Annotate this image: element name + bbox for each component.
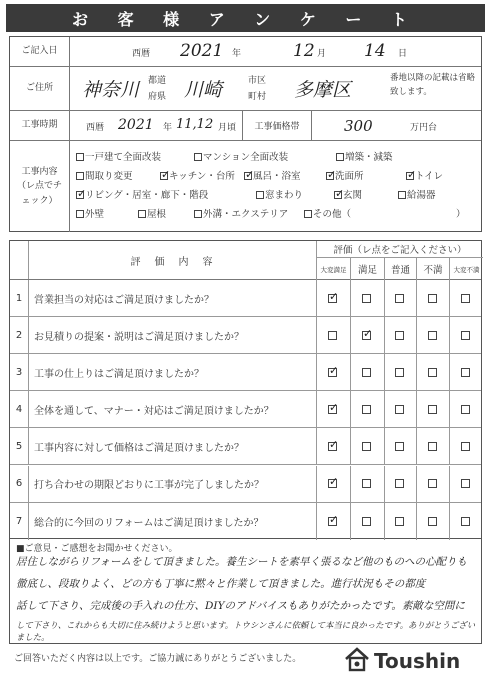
rating-cell[interactable] <box>449 317 483 353</box>
checkbox-icon[interactable] <box>428 442 437 451</box>
checkbox-icon[interactable] <box>428 517 437 526</box>
rating-cell[interactable] <box>316 391 350 427</box>
rating-cell[interactable] <box>350 428 384 464</box>
rating-column-header: 大変不満 <box>449 258 483 280</box>
year-unit: 年 <box>232 49 242 59</box>
rating-cell[interactable] <box>350 280 384 316</box>
house-logo-icon <box>344 646 370 675</box>
checkbox-icon[interactable] <box>395 331 404 340</box>
divider <box>28 503 29 540</box>
work-option-label: 給湯器 <box>407 190 436 201</box>
evaluation-table <box>9 240 482 539</box>
survey-title: お 客 様 ア ン ケ ー ト <box>6 4 485 32</box>
checkbox-icon[interactable] <box>328 294 337 303</box>
rating-cell[interactable] <box>350 503 384 540</box>
rating-cell[interactable] <box>449 280 483 316</box>
rating-cell[interactable] <box>416 466 449 502</box>
checkbox-icon[interactable] <box>362 368 371 377</box>
pref-unit-1: 都道 <box>148 76 167 86</box>
checkbox-icon[interactable] <box>395 517 404 526</box>
address-note: 番地以降の記載は省略致します。 <box>390 73 476 97</box>
rating-cell[interactable] <box>449 503 483 540</box>
entry-date-label: ご記入日 <box>10 37 70 66</box>
rating-column-header: 不満 <box>416 258 449 280</box>
rating-cell[interactable] <box>449 466 483 502</box>
checkbox-icon[interactable] <box>194 153 202 161</box>
question-number: 2 <box>15 329 23 341</box>
work-option[interactable] <box>160 168 235 182</box>
other-close-paren: ） <box>456 209 466 220</box>
price-label: 工事価格帯 <box>242 111 312 140</box>
rating-cell[interactable] <box>316 503 350 540</box>
evaluation-row <box>10 466 481 503</box>
work-option-label: 窓まわり <box>265 190 304 201</box>
question-number: 3 <box>15 366 23 378</box>
checkbox-icon[interactable] <box>160 172 168 180</box>
divider <box>28 354 29 390</box>
comment-line-2[interactable]: 徹底し、段取りよく、どの方も丁寧に黙々と作業して頂きました。進行状況もその都度 <box>16 578 426 590</box>
work-option[interactable] <box>138 206 166 220</box>
work-option[interactable] <box>334 187 362 201</box>
checkbox-icon[interactable] <box>395 479 404 488</box>
comments-label: ■ご意見・ご感想をお聞かせください。 <box>16 544 178 554</box>
rating-cell[interactable] <box>350 354 384 390</box>
question-text: 総合的に今回のリフォームはご満足頂けましたか？ <box>34 517 264 529</box>
checkbox-icon[interactable] <box>244 172 252 180</box>
checkbox-icon[interactable] <box>328 517 337 526</box>
checkbox-icon[interactable] <box>362 405 371 414</box>
work-option-label: 増築・減築 <box>345 152 393 163</box>
question-number: 6 <box>15 478 23 489</box>
checkbox-icon[interactable] <box>76 153 84 161</box>
work-option-label: トイレ <box>415 171 444 182</box>
checkbox-icon[interactable] <box>395 368 404 377</box>
rating-cell[interactable] <box>384 391 416 427</box>
evaluation-header <box>10 241 481 280</box>
checkbox-icon[interactable] <box>334 191 342 199</box>
work-month-unit: 月頃 <box>218 123 237 133</box>
rating-column-header: 普通 <box>384 258 416 280</box>
work-option[interactable] <box>244 168 301 182</box>
checkbox-icon[interactable] <box>461 294 470 303</box>
divider <box>28 317 29 353</box>
checkbox-icon[interactable] <box>461 442 470 451</box>
work-option[interactable] <box>76 149 161 163</box>
rating-column-header: 大変満足 <box>316 258 350 280</box>
work-option-label: 洗面所 <box>335 171 364 182</box>
question-text: 全体を通して、マナー・対応はご満足頂けましたか？ <box>34 405 274 417</box>
checkbox-icon[interactable] <box>362 517 371 526</box>
checkbox-icon[interactable] <box>304 210 312 218</box>
rating-cell[interactable] <box>416 391 449 427</box>
rating-cell[interactable] <box>350 317 384 353</box>
prefecture-value[interactable]: 神奈川 <box>82 79 140 101</box>
divider <box>28 428 29 464</box>
rating-cell[interactable] <box>416 317 449 353</box>
checkbox-icon[interactable] <box>461 479 470 488</box>
rating-cell[interactable] <box>449 391 483 427</box>
checkbox-icon[interactable] <box>395 405 404 414</box>
rating-cell[interactable] <box>416 503 449 540</box>
rating-cell[interactable] <box>384 354 416 390</box>
rating-cell[interactable] <box>449 428 483 464</box>
rating-cell[interactable] <box>316 354 350 390</box>
work-year-unit: 年 <box>163 123 173 133</box>
work-option[interactable] <box>194 149 288 163</box>
work-content-label: 工事内容（レ点でチェック） <box>10 141 70 232</box>
rating-cell[interactable] <box>384 428 416 464</box>
checkbox-icon[interactable] <box>328 479 337 488</box>
checkbox-icon[interactable] <box>336 153 344 161</box>
checkbox-icon[interactable] <box>362 479 371 488</box>
rating-cell[interactable] <box>384 466 416 502</box>
checkbox-icon[interactable] <box>328 405 337 414</box>
footer-note: ご回答いただく内容は以上です。ご協力誠にありがとうございました。 <box>14 654 302 664</box>
entry-date-row <box>10 37 481 67</box>
checkbox-icon[interactable] <box>428 331 437 340</box>
rating-cell[interactable] <box>384 317 416 353</box>
era-label: 西暦 <box>132 49 151 59</box>
checkbox-icon[interactable] <box>362 294 371 303</box>
checkbox-icon[interactable] <box>406 172 414 180</box>
rating-cell[interactable] <box>316 428 350 464</box>
city-value[interactable]: 川崎 <box>184 79 223 101</box>
address-label: ご住所 <box>10 67 70 110</box>
question-text: 工事の仕上りはご満足頂けましたか？ <box>34 368 204 380</box>
city-unit-1: 市区 <box>248 76 267 86</box>
evaluation-row <box>10 428 481 465</box>
question-text: 工事内容に対して価格はご満足頂けましたか？ <box>34 442 244 454</box>
address-row <box>10 67 481 111</box>
checkbox-icon[interactable] <box>395 442 404 451</box>
question-number: 1 <box>15 292 23 304</box>
checkbox-icon[interactable] <box>461 517 470 526</box>
comment-line-3[interactable]: 話して下さり、完成後の手入れの仕方、DIYのアドバイスもありがたかったです。素敵な空間に <box>16 600 465 612</box>
work-option[interactable] <box>76 168 133 182</box>
checkbox-icon[interactable] <box>428 479 437 488</box>
divider <box>28 466 29 502</box>
work-option-label: 風呂・浴室 <box>253 171 301 182</box>
checkbox-icon[interactable] <box>194 210 202 218</box>
day-unit: 日 <box>398 49 408 59</box>
work-period-label: 工事時期 <box>10 111 70 140</box>
work-option-label: 玄関 <box>343 190 363 201</box>
work-era-label: 西暦 <box>86 123 105 133</box>
rating-cell[interactable] <box>316 280 350 316</box>
rating-cell[interactable] <box>350 466 384 502</box>
work-option-label: 間取り変更 <box>85 171 133 182</box>
checkbox-icon[interactable] <box>362 331 371 340</box>
customer-info-section <box>9 36 482 232</box>
entry-day[interactable]: 14 <box>364 41 386 61</box>
price-unit: 万円台 <box>410 123 438 133</box>
checkbox-icon[interactable] <box>256 191 264 199</box>
work-option-label: キッチン・台所 <box>169 171 235 182</box>
pref-unit-2: 府県 <box>148 92 167 102</box>
checkbox-icon[interactable] <box>328 331 337 340</box>
work-option-label: その他（ <box>313 209 352 220</box>
evaluation-row <box>10 317 481 354</box>
checkbox-icon[interactable] <box>326 172 334 180</box>
work-option-label: 外溝・エクステリア <box>203 209 289 220</box>
checkbox-icon[interactable] <box>76 210 84 218</box>
rating-cell[interactable] <box>350 391 384 427</box>
work-option-label: 外壁 <box>85 209 105 220</box>
checkbox-icon[interactable] <box>428 294 437 303</box>
checkbox-icon[interactable] <box>76 172 84 180</box>
work-option[interactable] <box>256 187 303 201</box>
divider <box>28 391 29 427</box>
question-number: 7 <box>15 515 23 527</box>
question-number: 5 <box>15 440 23 452</box>
divider <box>28 280 29 316</box>
checkbox-icon[interactable] <box>461 405 470 414</box>
rating-cell[interactable] <box>416 354 449 390</box>
work-option-label: 屋根 <box>147 209 167 220</box>
checkbox-icon[interactable] <box>398 191 406 199</box>
company-logo <box>344 646 460 675</box>
rating-cell[interactable] <box>384 503 416 540</box>
comment-line-4[interactable]: して下さり、これからも大切に住み続けようと思います。トウシンさんに依頼して本当に良かったです。ありがとうございました。 <box>16 620 476 643</box>
checkbox-icon[interactable] <box>461 331 470 340</box>
rating-column-header: 満足 <box>350 258 384 280</box>
question-text: 打ち合わせの期限どおりに工事が完了しましたか？ <box>34 480 264 491</box>
work-option[interactable] <box>194 206 288 220</box>
month-unit: 月 <box>317 49 327 59</box>
work-option[interactable] <box>326 168 364 182</box>
rating-cell[interactable] <box>316 317 350 353</box>
question-text: 営業担当の対応はご満足頂けましたか？ <box>34 294 214 306</box>
comments-section <box>9 539 482 644</box>
rating-cell[interactable] <box>416 428 449 464</box>
checkbox-icon[interactable] <box>328 368 337 377</box>
evaluation-row <box>10 280 481 317</box>
work-months[interactable]: 11,12 <box>176 117 214 132</box>
evaluation-row <box>10 354 481 391</box>
work-period-row <box>10 111 481 141</box>
checkbox-icon[interactable] <box>428 405 437 414</box>
work-option-label: 一戸建て全面改装 <box>85 152 162 163</box>
rating-cell[interactable] <box>449 354 483 390</box>
work-option-label: リビング・居室・廊下・階段 <box>85 190 209 201</box>
evaluation-content-header: 評 価 内 容 <box>28 241 316 279</box>
checkbox-icon[interactable] <box>362 442 371 451</box>
question-text: お見積りの提案・説明はご満足頂けましたか？ <box>34 331 244 343</box>
ward-value[interactable]: 多摩区 <box>294 79 352 101</box>
work-year[interactable]: 2021 <box>118 117 154 133</box>
price-value[interactable]: 300 <box>344 117 373 135</box>
work-option[interactable] <box>406 168 443 182</box>
evaluation-row <box>10 503 481 540</box>
work-content-row <box>10 141 481 232</box>
question-number: 4 <box>15 403 23 415</box>
work-option[interactable] <box>398 187 436 201</box>
work-option[interactable] <box>76 206 104 220</box>
checkbox-icon[interactable] <box>395 294 404 303</box>
checkbox-icon[interactable] <box>138 210 146 218</box>
city-unit-2: 町村 <box>248 92 267 102</box>
evaluation-row <box>10 391 481 428</box>
logo-text: Toushin <box>374 648 461 673</box>
comment-line-1[interactable]: 居住しながらリフォームをして頂きました。養生シートを素早く張るなど他のものへの心配りも <box>16 556 467 568</box>
work-option[interactable] <box>336 149 393 163</box>
checkbox-icon[interactable] <box>461 368 470 377</box>
checkbox-icon[interactable] <box>76 191 84 199</box>
rating-cell[interactable] <box>384 280 416 316</box>
entry-year[interactable]: 2021 <box>180 41 224 61</box>
work-option-label: マンション全面改装 <box>203 152 289 163</box>
work-option[interactable] <box>304 206 351 220</box>
work-option[interactable] <box>76 187 208 201</box>
rating-header: 評価（レ点をご記入ください） <box>316 241 483 258</box>
rating-cell[interactable] <box>316 466 350 502</box>
entry-month[interactable]: 12 <box>293 41 315 61</box>
rating-cell[interactable] <box>416 280 449 316</box>
checkbox-icon[interactable] <box>428 368 437 377</box>
checkbox-icon[interactable] <box>328 442 337 451</box>
